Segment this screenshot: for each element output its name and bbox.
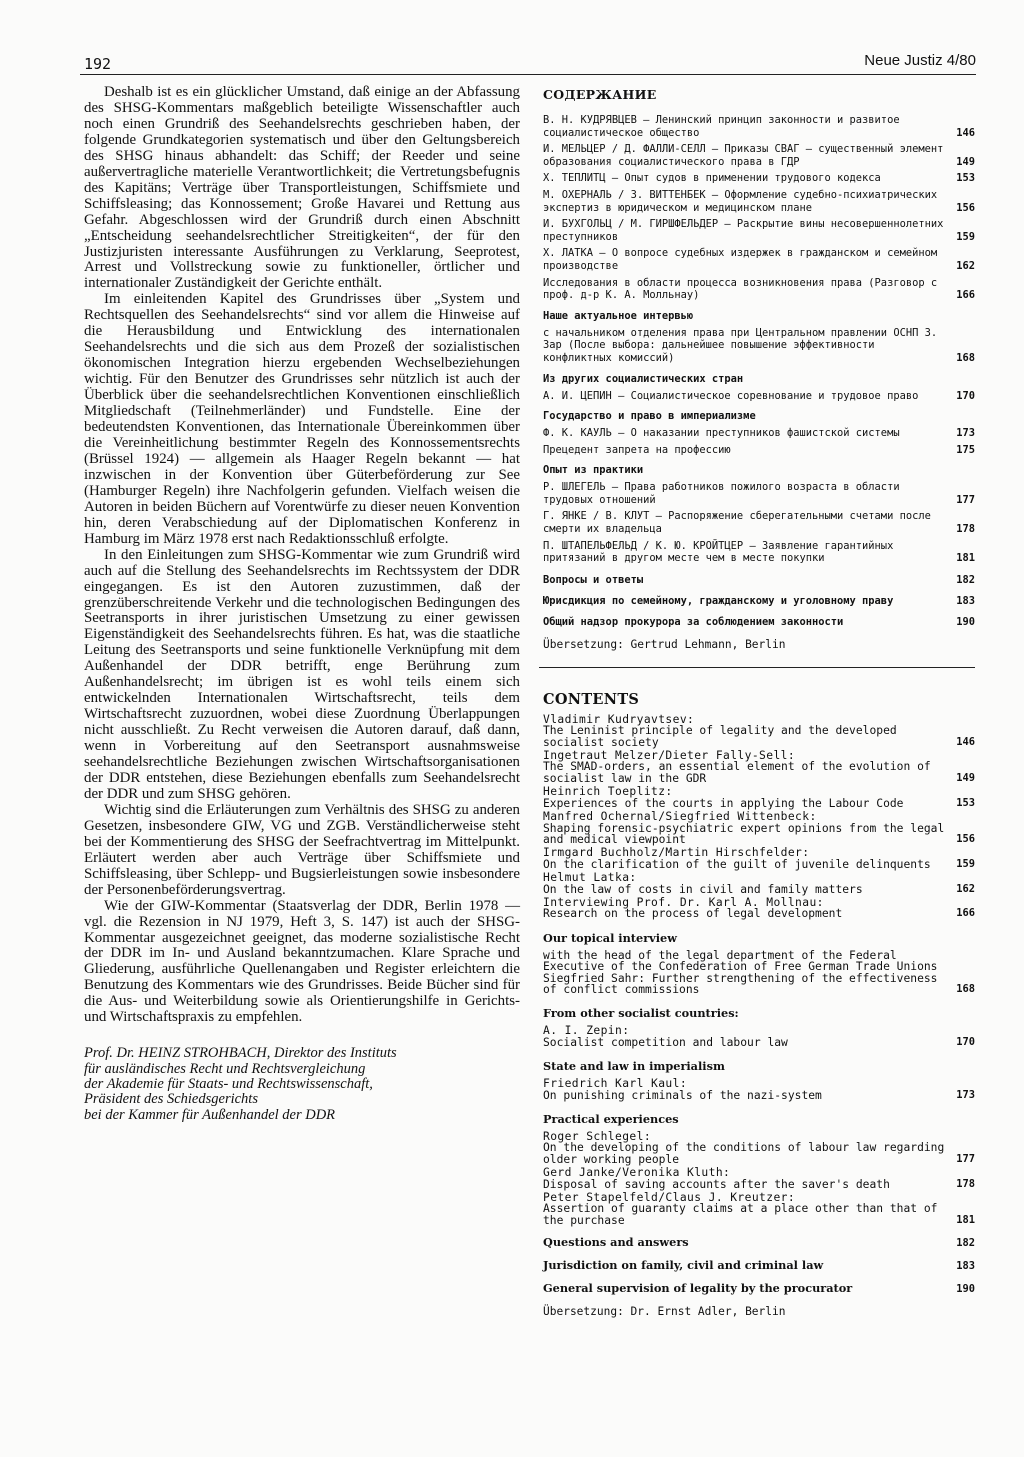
toc-entry-text: Socialist competition and labour law — [543, 1035, 788, 1049]
article-column — [84, 85, 520, 1123]
toc-page-number: 162 — [956, 259, 975, 272]
toc-entry — [543, 172, 975, 185]
toc-entry — [543, 510, 975, 535]
section-divider — [539, 667, 975, 668]
toc-entry-text: Disposal of saving accounts after the saver's death — [543, 1177, 890, 1191]
toc-entry-text: Г. ЯНКЕ / В. КЛУТ — Распоряжение сберегательными счетами после смерти их владельца — [543, 510, 931, 536]
toc-entry — [543, 189, 975, 214]
toc-page-number: 173 — [956, 427, 975, 440]
toc-page-number: 170 — [956, 1035, 975, 1048]
signature-line: Präsident des Schiedsgerichts — [84, 1091, 258, 1108]
toc-entry — [543, 847, 975, 870]
toc-entry-text: On the clarification of the guilt of juvenile delinquents — [543, 857, 931, 871]
section-heading: Из других социалистических стран — [543, 372, 744, 385]
toc-entry — [543, 1078, 975, 1101]
toc-entry-text: Ф. К. КАУЛЬ — О наказании преступников фашистской системы — [543, 427, 900, 440]
article-paragraph: Wichtig sind die Erläuterungen zum Verhältnis des SHSG zu anderen Gesetzen, insbesondere GIW, VG und ZGB. Verständlicherweise steht bei der Kommentierung des SHSG der Seefrachtvertrag im Mittelpunkt. Erläutert werden aber auch Verträge über Schiffsmiete und Schiffsleasing, über Schlepp- und Bugsierleistungen sowie insbesondere der Personenbeförderungsvertrag. — [84, 801, 520, 898]
toc-page-number: 178 — [956, 1177, 975, 1190]
toc-page-number: 156 — [956, 201, 975, 214]
toc-entry-author: Manfred Ochernal/Siegfried Wittenbeck: — [543, 810, 817, 824]
toc-entry — [543, 811, 975, 845]
english-contents-heading: CONTENTS — [543, 690, 640, 708]
toc-entry — [543, 540, 975, 565]
toc-entry — [543, 143, 975, 168]
toc-entry-text: Questions and answers — [543, 1235, 689, 1250]
toc-entry-text: Experiences of the courts in applying the Labour Code — [543, 796, 904, 810]
toc-entry-text: Юрисдикция по семейному, гражданскому и уголовному праву — [543, 594, 894, 607]
section-heading: From other socialist countries: — [543, 1006, 739, 1021]
section-heading: Practical experiences — [543, 1112, 679, 1126]
toc-entry-author: Interviewing Prof. Dr. Karl A. Mollnau: — [543, 895, 824, 909]
toc-page-number: 168 — [956, 351, 975, 364]
toc-page-number: 170 — [956, 389, 975, 402]
toc-page-number: 146 — [956, 126, 975, 139]
toc-page-number: 159 — [956, 230, 975, 243]
toc-entry — [543, 481, 975, 506]
toc-page-number: 183 — [956, 594, 975, 607]
toc-entry-author: Peter Stapelfeld/Claus J. Kreutzer: — [543, 1191, 796, 1205]
toc-entry-text: И. БУХГОЛЬЦ / М. ГИРШФЕЛЬДЕР — Раскрытие вины несовершеннолетних преступников — [543, 218, 944, 243]
toc-page-number: 177 — [956, 1152, 975, 1165]
toc-page-number: 153 — [956, 172, 975, 185]
toc-entry-text: On the developing of the conditions of labour law regarding older working people — [543, 1141, 945, 1166]
toc-entry — [543, 616, 975, 628]
toc-entry — [543, 595, 975, 607]
russian-contents — [543, 87, 975, 651]
toc-page-number: 146 — [956, 735, 975, 748]
toc-page-number: 182 — [956, 573, 975, 586]
section-heading: State and law in imperialism — [543, 1059, 725, 1074]
toc-entry — [543, 950, 975, 996]
toc-entry-text: with the head of the legal department of the Federal Executive of the Confederation of Free German Trade Unions Siegfried Sahr: Further strengthening of the effectiveness of conflict commissions — [543, 948, 938, 996]
header-rule — [80, 74, 976, 75]
toc-entry-text: А. И. ЦЕПИН — Социалистическое соревнование и трудовое право — [543, 389, 919, 402]
toc-entry — [543, 1025, 975, 1048]
toc-page-number: 153 — [956, 796, 975, 809]
section-heading: Our topical interview — [543, 930, 677, 945]
toc-page-number: 178 — [956, 523, 975, 536]
toc-entry-text: General supervision of legality by the procurator — [543, 1281, 853, 1296]
toc-entry-text: Исследования в области процесса возникновения права (Разговор с проф. д-р К. А. Молльнау) — [543, 276, 938, 302]
toc-entry-author: Helmut Latka: — [543, 871, 637, 885]
toc-entry-text: Х. ТЕПЛИТЦ — Опыт судов в применении трудового кодекса — [543, 172, 881, 185]
english-contents — [543, 691, 975, 1318]
toc-entry — [543, 1167, 975, 1190]
toc-page-number: 149 — [956, 771, 975, 784]
toc-entry — [543, 444, 975, 457]
toc-entry-text: П. ШТАПЕЛЬФЕЛЬД / К. Ю. КРОЙТЦЕР — Заявление гарантийных притязаний в другом месте чем в месте покупки — [543, 539, 894, 565]
toc-page-number: 166 — [956, 907, 975, 920]
toc-entry-text: Х. ЛАТКА — О вопросе судебных издержек в гражданском и семейном производстве — [543, 247, 938, 272]
toc-entry-text: с начальником отделения права при Центральном правлении ОСНП З. Зар (После выбора: дальнейшее повышение эффективности конфликтных комиссий) — [543, 326, 938, 364]
section-heading: Наше актуальное интервью — [543, 309, 694, 322]
toc-entry — [543, 1258, 975, 1272]
journal-title: Neue Justiz 4/80 — [864, 52, 976, 69]
toc-entry — [543, 574, 975, 586]
article-paragraph: In den Einleitungen zum SHSG-Kommentar wie zum Grundriß wird auch auf die Stellung des Seehandelsrechts im Rechtssystem der DDR eingegangen. Es ist den Autoren zuzustimmen, daß der grenzüberschreitende Verkehr und die technologischen Bedingungen des Seetransports in ihrer juristischen Umsetzung zu einer gewissen Eigenständigkeit des Seehandelsrechts führen. Es hat, was die staatliche Leitung des Seetransports und seine funktionelle Verknüpfung mit dem Außenhandel der DDR betrifft, enge Berührung zum Außenhandelsrecht; im übrigen ist es wohl teils einem sich entwickelnden Internationalen Wirtschaftsrecht, teils dem Wirtschaftsrecht zuzuordnen, wobei diese Zuordnung Überlappungen nicht ausschließt. Zu Recht verweisen die Autoren darauf, daß dann, wenn in Vorbereitung auf den Seetransport ausnahmsweise seehandelsrechtliche Beziehungen zwischen Wirtschaftsorganisationen der DDR entstehen, diese Beziehungen ebenfalls zum Seehandelsrecht der DDR und zum SHSG gehören. — [84, 546, 520, 802]
toc-entry-text: Assertion of guaranty claims at a place other than that of the purchase — [543, 1202, 938, 1227]
toc-entry — [543, 750, 975, 784]
article-paragraph: Wie der GIW-Kommentar (Staatsverlag der DDR, Berlin 1978 — vgl. die Rezension in NJ 1979, Heft 3, S. 147) ist auch der SHSG-Kommentar ausgezeichnet geeignet, das moderne sozialistische Recht der DDR im In- und Ausland bekanntzumachen. Klare Sprache und Gliederung, ausführliche Quellenangaben und Register erleichtern die Benutzung des Kommentars wie des Grundrisses. Beide Bücher sind für die Aus- und Weiterbildung sowie als Orientierungshilfe in Gerichts- und Wirtschaftspraxis zu empfehlen. — [84, 897, 520, 1026]
toc-entry — [543, 247, 975, 272]
toc-entry-author: Ingetraut Melzer/Dieter Fally-Sell: — [543, 749, 796, 763]
toc-entry — [543, 327, 975, 365]
toc-entry — [543, 1131, 975, 1165]
toc-entry-author: Irmgard Buchholz/Martin Hirschfelder: — [543, 846, 810, 860]
toc-page-number: 149 — [956, 155, 975, 168]
toc-entry — [543, 1281, 975, 1295]
toc-page-number: 181 — [956, 1213, 975, 1226]
toc-entry — [543, 218, 975, 243]
toc-entry — [543, 277, 975, 302]
toc-entry — [543, 390, 975, 403]
toc-entry-text: Прецедент запрета на профессию — [543, 443, 731, 456]
toc-entry-text: Shaping forensic-psychiatric expert opinions from the legal and medical viewpoint — [543, 821, 945, 846]
toc-entry — [543, 872, 975, 895]
article-paragraph: Deshalb ist es ein glücklicher Umstand, daß einige an der Abfassung des SHSG-Kommentars maßgeblich beteiligte Wissenschaftler auch noch einen Grundriß des Seehandelsrechts geschrieben haben, der folgende Grundkategorien systematisch und über den Geltungsbereich des SHSG hinaus abhandelt: das Schiff; der Reeder und seine außervertragliche materielle Verantwortlichkeit; die Vertretungsbefugnis des Kapitäns; Verträge über Transportleistungen, Schiffsmiete und Schiffsleasing; das Konnossement; Große Havarei und Rettung aus Gefahr. Abgeschlossen wird der Grundriß durch einen Abschnitt „Entscheidung seehandelsrechtlicher Streitigkeiten“, der für den Justizjuristen interessante Ausführungen zu Verklarung, Seeprotest, Arrest und Vollstreckung sowie zu funktioneller, örtlicher und internationaler Zuständigkeit der Gerichte enthält. — [84, 84, 520, 292]
toc-entry-text: Общий надзор прокурора за соблюдением законности — [543, 615, 844, 628]
author-signature — [84, 1046, 520, 1123]
toc-entry — [543, 1235, 975, 1249]
toc-entry-text: Р. ШЛЕГЕЛЬ — Права работников пожилого возраста в области трудовых отношений — [543, 481, 900, 506]
contents-column — [543, 87, 975, 1318]
toc-entry-text: М. ОХЕРНАЛЬ / З. ВИТТЕНБЕК — Оформление судебно-психиатрических экспертиз в юридическом и медицинском плане — [543, 188, 938, 214]
signature-line: der Akademie für Staats- und Rechtswissenschaft, — [84, 1076, 373, 1093]
toc-entry — [543, 114, 975, 139]
toc-page-number: 162 — [956, 882, 975, 895]
signature-line: Prof. Dr. HEINZ STROHBACH, Direktor des Instituts — [84, 1045, 397, 1062]
article-paragraph: Im einleitenden Kapitel des Grundrisses über „System und Rechtsquellen des Seehandelsrechts“ sind vor allem die Hinweise auf die Herausbildung und Entwicklung des internationalen Seehandelsrechts und die sich aus dem Prozeß der sozialistischen ökonomischen Integration hierzu ergebenden Wechselbeziehungen wichtig. Für den Benutzer des Grundrisses sehr nützlich ist auch der Überblick über die seehandelsrechtlichen Konventionen einschließlich Mitgliedschaft (Teilnehmerländer) und Fundstelle. Eine der bedeutendsten Konventionen, das Internationale Übereinkommen über die Vereinheitlichung bestimmter Regeln des Konnossementsrechts (Brüssel 1924) — allgemein als Haager Regeln bekannt — hat inzwischen in der Konvention über Güterbeförderung zur See (Hamburger Regeln) ihre Nachfolgerin gefunden. Vielfach weisen die Autoren in beiden Büchern auf Vorentwürfe zu dieser neuen Konvention hin, deren Verabschiedung auf der Diplomatischen Konferenz in Hamburg im März 1978 erst nach Redaktionsschluß erfolgte. — [84, 291, 520, 547]
section-heading: Опыт из практики — [543, 464, 644, 477]
section-heading: Государство и право в империализме — [543, 410, 756, 423]
toc-page-number: 190 — [956, 1283, 975, 1296]
toc-entry-author: Friedrich Karl Kaul: — [543, 1077, 688, 1091]
toc-entry-author: Vladimir Kudryavtsev: — [543, 712, 695, 726]
toc-entry-text: Research on the process of legal development — [543, 907, 843, 921]
toc-page-number: 182 — [956, 1237, 975, 1250]
toc-page-number: 168 — [956, 982, 975, 995]
toc-page-number: 159 — [956, 857, 975, 870]
toc-entry — [543, 714, 975, 748]
toc-entry-author: Heinrich Toeplitz: — [543, 785, 673, 799]
toc-page-number: 166 — [956, 289, 975, 302]
russian-contents-heading: СОДЕРЖАНИЕ — [543, 87, 657, 102]
toc-page-number: 183 — [956, 1260, 975, 1273]
signature-line: bei der Kammer für Außenhandel der DDR — [84, 1106, 336, 1123]
toc-entry-text: The SMAD-orders, an essential element of the evolution of socialist law in the GDR — [543, 760, 931, 785]
toc-page-number: 173 — [956, 1088, 975, 1101]
toc-entry — [543, 1192, 975, 1226]
toc-page-number: 175 — [956, 443, 975, 456]
toc-page-number: 156 — [956, 832, 975, 845]
toc-entry-text: И. МЕЛЬЦЕР / Д. ФАЛЛИ-СЕЛЛ — Приказы СВАГ — существенный элемент образования социалистического права в ГДР — [543, 143, 944, 168]
translator-credit: Übersetzung: Dr. Ernst Adler, Berlin — [543, 1305, 786, 1319]
translator-credit: Übersetzung: Gertrud Lehmann, Berlin — [543, 637, 786, 651]
toc-entry-text: Jurisdiction on family, civil and criminal law — [543, 1258, 824, 1273]
toc-entry — [543, 427, 975, 440]
page-number: 192 — [84, 55, 112, 73]
toc-page-number: 181 — [956, 552, 975, 565]
toc-page-number: 177 — [956, 493, 975, 506]
toc-entry-text: On punishing criminals of the nazi-system — [543, 1088, 822, 1102]
toc-entry-author: A. I. Zepin: — [543, 1024, 630, 1038]
toc-entry — [543, 897, 975, 920]
toc-entry-text: The Leninist principle of legality and the developed socialist society — [543, 724, 897, 749]
toc-entry-text: Вопросы и ответы — [543, 573, 644, 586]
toc-entry — [543, 786, 975, 809]
signature-line: für ausländisches Recht und Rechtsvergleichung — [84, 1060, 366, 1077]
toc-entry-text: В. Н. КУДРЯВЦЕВ — Ленинский принцип законности и развитое социалистическое общество — [543, 114, 900, 139]
toc-entry-text: On the law of costs in civil and family matters — [543, 882, 863, 896]
toc-entry-author: Roger Schlegel: — [543, 1130, 652, 1143]
toc-page-number: 190 — [956, 615, 975, 628]
toc-entry-author: Gerd Janke/Veronika Kluth: — [543, 1166, 731, 1180]
